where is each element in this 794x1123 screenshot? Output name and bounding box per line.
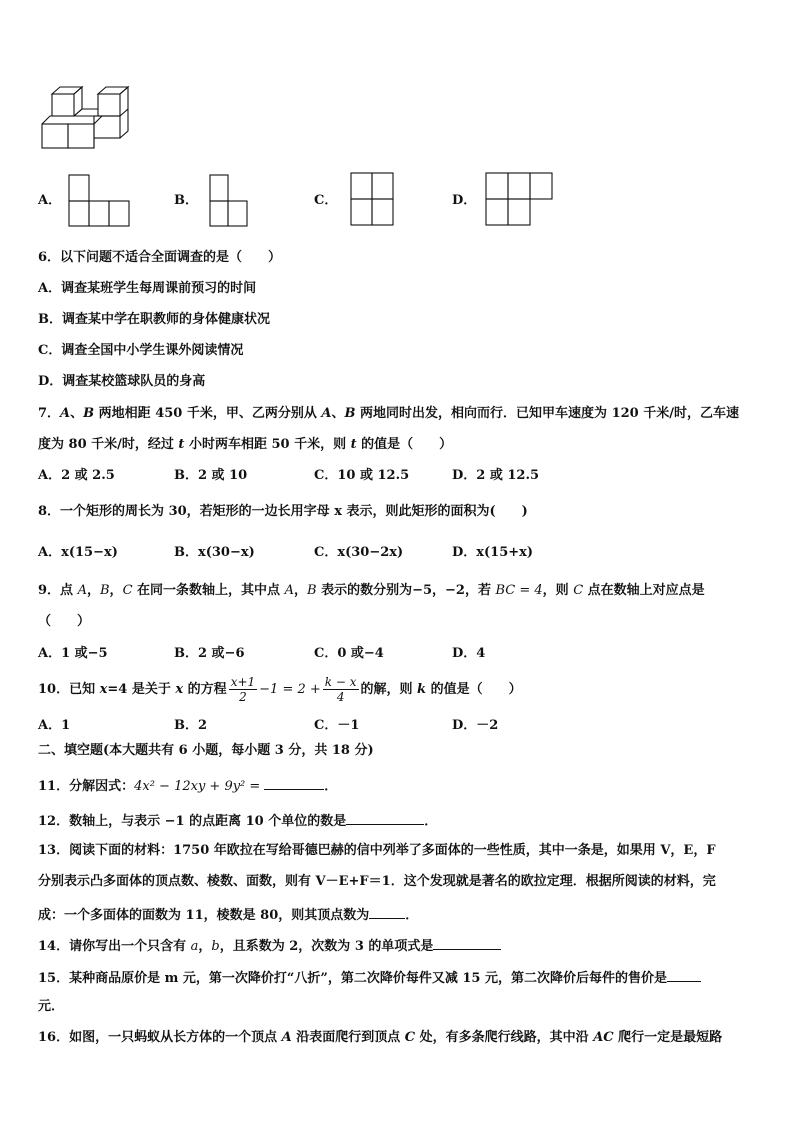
q5-option-c-figure [350,172,396,228]
q14-stem: 14．请你写出一个只含有 a，b，且系数为 2，次数为 3 的单项式是 [38,935,501,956]
q5-option-b-label: B． [174,193,198,208]
q7-line2: 度为 80 千米/时，经过 t 小时两车相距 50 千米，则 t 的值是（ ） [38,437,453,452]
q5-option-c-label: C． [314,193,338,208]
q13-answer-blank [369,904,405,919]
q5-option-a-figure [68,174,132,228]
q6-option-c: C．调查全国中小学生课外阅读情况 [38,343,244,358]
q5-option-b-figure [209,174,251,228]
q13-line2: 分别表示凸多面体的顶点数、棱数、面数，则有 V－E+F＝1．这个发现就是著名的欧拉定理．根据所阅读的材料，完 [38,874,716,889]
q11-answer-blank [264,775,324,790]
q10-option-a: A．1 [38,718,71,733]
q10-fraction-2: $\frac{k - x}{4}$ [324,675,357,704]
q9-line2: （ ） [38,614,91,629]
q9-option-a: A．1 或−5 [38,646,108,661]
q16-stem: 16．如图，一只蚂蚁从长方体的一个顶点 A 沿表面爬行到顶点 C 处，有多条爬行线路，其中沿 AC 爬行一定是最短路 [38,1030,723,1045]
q12-stem: 12．数轴上，与表示 −1 的点距离 10 个单位的数是 ． [38,810,437,831]
q10-fraction-1: $\frac{x+1}{2}$ [230,675,256,704]
q9-option-c: C．0 或−4 [314,646,384,661]
q8-option-c: C．x(30−2x) [314,545,404,560]
q6-option-a: A．调查某班学生每周课前预习的时间 [38,281,257,296]
q5-option-a-label: A． [38,193,62,208]
q11-stem: 11．分解因式：4x² − 12xy + 9y² = ． [38,775,337,796]
q6-option-b: B．调查某中学在职教师的身体健康状况 [38,312,270,327]
q7-line1: 7．A、B 两地相距 450 千米，甲、乙两分别从 A、B 两地同时出发，相向而行．已知甲车速度为 120 千米/时，乙车速 [38,406,739,421]
q15-line2: 元． [38,999,65,1014]
q8-option-b: B．x(30−x) [174,545,255,560]
q9-line1: 9．点 A，B，C 在同一条数轴上，其中点 A，B 表示的数分别为−5，−2，若 BC = 4，则 C 点在数轴上对应点是 [38,583,705,598]
cube-stack-figure [40,84,135,152]
q14-answer-blank [433,935,501,950]
q5-option-d-figure [485,172,555,228]
q7-option-a: A．2 或 2.5 [38,468,115,483]
q9-option-d: D．4 [452,646,486,661]
q5-option-d-label: D． [452,193,477,208]
q12-answer-blank [346,810,424,825]
q10-option-d: D．－2 [452,718,499,733]
q15-answer-blank [667,967,701,982]
q13-line3: 成：一个多面体的面数为 11，棱数是 80，则其顶点数为 ． [38,904,418,925]
q7-option-d: D．2 或 12.5 [452,468,540,483]
q7-option-c: C．10 或 12.5 [314,468,410,483]
q8-stem: 8．一个矩形的周长为 30，若矩形的一边长用字母 x 表示，则此矩形的面积为( ) [38,504,528,519]
q6-option-d: D．调查某校篮球队员的身高 [38,374,206,389]
q6-stem: 6．以下问题不适合全面调查的是（ ） [38,250,282,265]
q9-option-b: B．2 或−6 [174,646,245,661]
q10-option-c: C．－1 [314,718,360,733]
q10-stem: 10．已知 x=4 是关于 x 的方程 $\frac{x+1}{2}$ −1 = 2 + $\frac{k - x}{4}$ 的解，则 k 的值是（ ） [38,675,522,704]
q8-option-d: D．x(15+x) [452,545,534,560]
q7-option-b: B．2 或 10 [174,468,248,483]
q8-option-a: A．x(15−x) [38,545,118,560]
section-2-heading: 二、填空题(本大题共有 6 小题，每小题 3 分，共 18 分) [38,743,374,758]
q15-line1: 15．某种商品原价是 m 元，第一次降价打“八折”，第二次降价每件又减 15 元，第二次降价后每件的售价是 [38,967,701,988]
q13-line1: 13．阅读下面的材料：1750 年欧拉在写给哥德巴赫的信中列举了多面体的一些性质，其中一条是，如果用 V，E，F [38,843,716,858]
q10-option-b: B．2 [174,718,208,733]
